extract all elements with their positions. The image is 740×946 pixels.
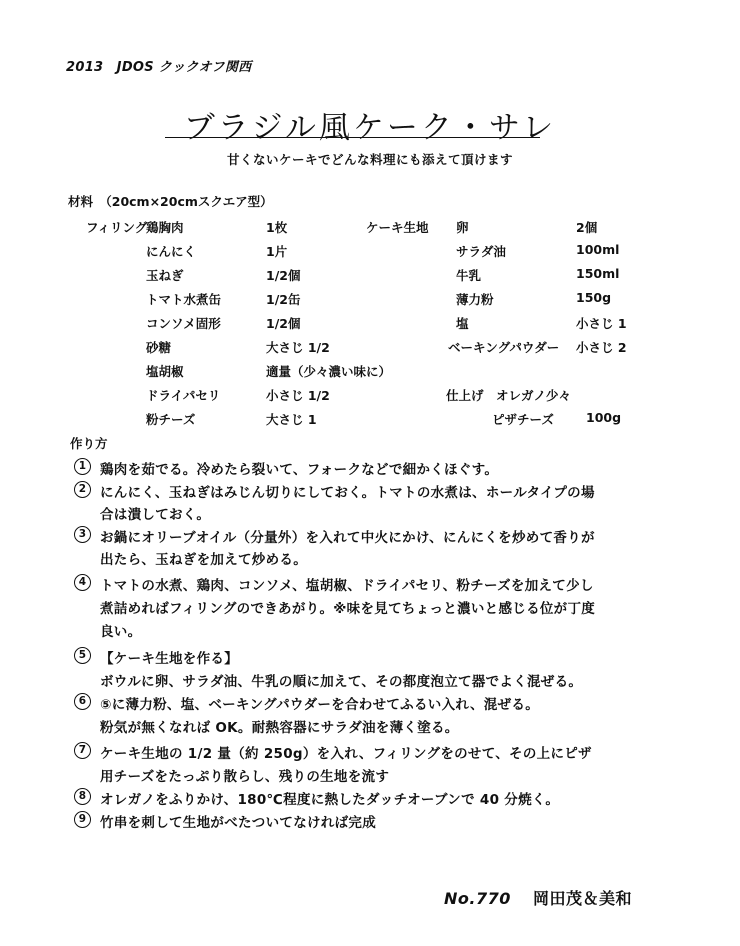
step-number: 2 (74, 480, 91, 498)
title-underline (165, 137, 540, 138)
step-number: 5 (74, 646, 91, 664)
cake-item-name: ベーキングパウダー (448, 340, 560, 355)
cake-item-name: サラダ油 (456, 244, 506, 259)
step-line: 合は潰しておく。 (100, 507, 211, 523)
step-line: 【ケーキ生地を作る】 (100, 651, 238, 667)
step-line: 出たら、玉ねぎを加えて炒める。 (100, 552, 307, 568)
step-number: 4 (74, 573, 91, 591)
filling-item-name: にんにく (146, 244, 197, 259)
step-line: 粉気が無くなれば OK。耐熱容器にサラダ油を薄く塗る。 (100, 720, 459, 736)
step-line: 鶏肉を茹でる。冷めたら裂いて、フォークなどで細かくほぐす。 (100, 462, 499, 478)
cake-item-name: 牛乳 (456, 268, 482, 283)
filling-label: フィリング (86, 220, 148, 235)
step-number: 9 (74, 810, 91, 828)
cake-item-name: 薄力粉 (456, 292, 494, 307)
cake-item-qty: 150ml (576, 266, 620, 281)
filling-item-name: 砂糖 (146, 340, 172, 355)
entry-footer (444, 886, 632, 909)
method-heading: 作り方 (70, 436, 108, 451)
filling-item-qty: 1枚 (266, 220, 288, 235)
cake-item-name: 卵 (456, 220, 469, 235)
filling-item-qty: 1片 (266, 244, 288, 259)
cake-item-qty: 150g (576, 290, 612, 305)
cake-item-qty: 小さじ 2 (576, 340, 627, 355)
step-line: にんにく、玉ねぎはみじん切りにしておく。トマトの水煮は、ホールタイプの場 (100, 485, 595, 501)
cake-item-name: 塩 (456, 316, 469, 331)
step-number: 7 (74, 741, 91, 759)
document-header: 2013 JDOS クックオフ関西 (66, 60, 252, 75)
finish-label: 仕上げ (446, 388, 484, 403)
filling-item-qty: 適量（少々濃い味に） (266, 364, 392, 379)
filling-item-name: トマト水煮缶 (146, 292, 222, 307)
step-line: 煮詰めればフィリングのできあがり。※味を見てちょっと濃いと感じる位が丁度 (100, 601, 596, 617)
step-line: 用チーズをたっぷり散らし、残りの生地を流す (100, 769, 390, 785)
finish-item-name: ピザチーズ (492, 412, 554, 427)
filling-item-name: 粉チーズ (146, 412, 196, 427)
step-number: 6 (74, 692, 91, 710)
cake-item-qty: 2個 (576, 220, 598, 235)
filling-item-qty: 大さじ 1 (266, 412, 317, 427)
recipe-subtitle: 甘くないケーキでどんな料理にも添えて頂けます (226, 152, 513, 167)
author-names: 岡田茂＆美和 (533, 889, 633, 908)
entry-number: No.770 (444, 889, 511, 908)
step-line: トマトの水煮、鶏肉、コンソメ、塩胡椒、ドライパセリ、粉チーズを加えて少し (100, 578, 594, 594)
filling-item-name: コンソメ固形 (146, 316, 221, 331)
recipe-title: ブラジル風ケーク・サレ (183, 110, 557, 146)
filling-item-qty: 小さじ 1/2 (266, 388, 330, 403)
materials-heading: 材料 （20cm×20cmスクエア型） (68, 194, 273, 209)
cake-label: ケーキ生地 (366, 220, 429, 235)
finish-item-name: オレガノ少々 (496, 388, 572, 403)
step-number: 3 (74, 525, 91, 543)
step-line: お鍋にオリーブオイル（分量外）を入れて中火にかけ、にんにくを炒めて香りが (100, 530, 595, 546)
filling-item-name: ドライパセリ (146, 388, 221, 403)
filling-item-name: 塩胡椒 (146, 364, 184, 379)
step-line: 竹串を刺して生地がべたついてなければ完成 (100, 815, 376, 831)
step-line: ⑤に薄力粉、塩、ベーキングパウダーを合わせてふるい入れ、混ぜる。 (100, 697, 539, 713)
filling-item-name: 玉ねぎ (146, 268, 184, 283)
cake-item-qty: 小さじ 1 (576, 316, 627, 331)
filling-item-qty: 1/2個 (266, 316, 301, 331)
step-number: 1 (74, 457, 91, 475)
filling-item-qty: 1/2個 (266, 268, 301, 283)
filling-item-qty: 大さじ 1/2 (266, 340, 330, 355)
filling-item-qty: 1/2缶 (266, 292, 301, 307)
step-line: 良い。 (100, 624, 142, 640)
cake-item-qty: 100ml (576, 242, 620, 257)
filling-item-name: 鶏胸肉 (146, 220, 184, 235)
finish-item-qty: 100g (586, 410, 622, 425)
step-line: ケーキ生地の 1/2 量（約 250g）を入れ、フィリングをのせて、その上にピザ (100, 746, 592, 762)
step-number: 8 (74, 787, 91, 805)
step-line: オレガノをふりかけ、180℃程度に熱したダッチオーブンで 40 分焼く。 (100, 792, 560, 808)
step-line: ボウルに卵、サラダ油、牛乳の順に加えて、その都度泡立て器でよく混ぜる。 (100, 674, 583, 690)
